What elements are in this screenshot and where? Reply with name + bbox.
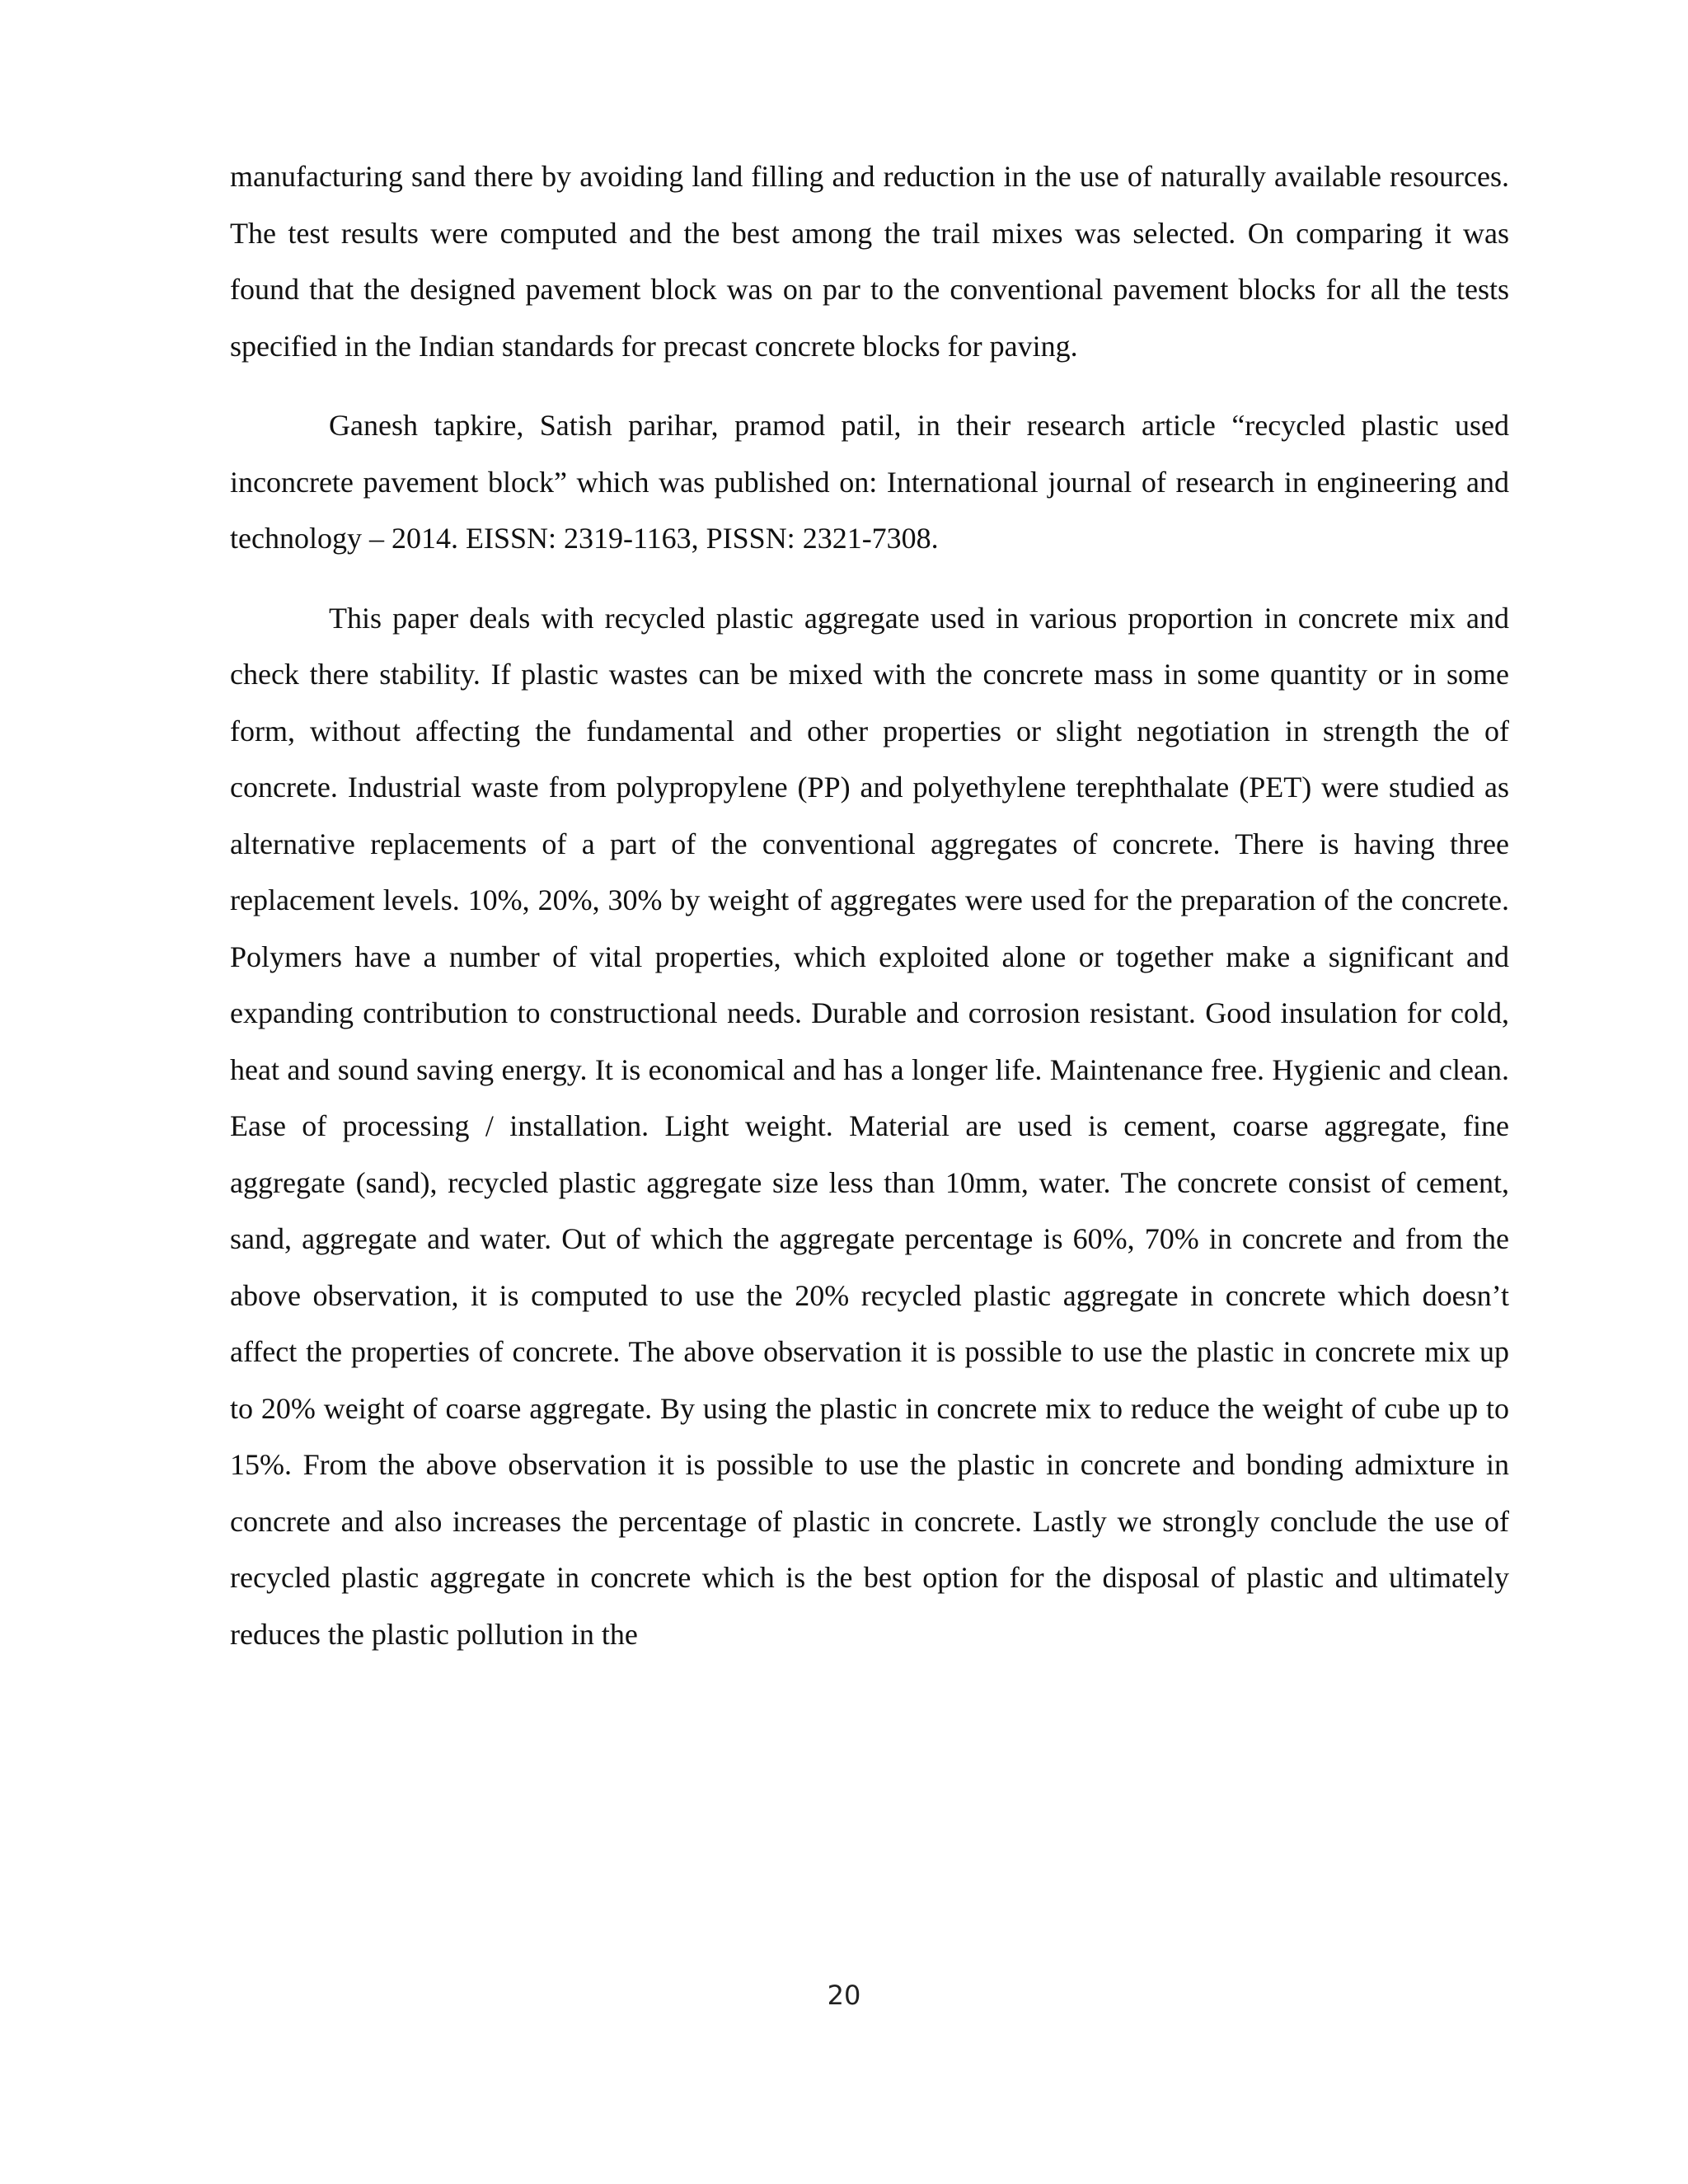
- paragraph-reference: Ganesh tapkire, Satish parihar, pramod patil, in their research article “recycled plastic used inconcrete pavement block” which was published on: International journal of research in engineering and technology – 2014. EISSN: 2319-1163, PISSN: 2321-7308.: [230, 409, 1509, 555]
- paragraph-summary: This paper deals with recycled plastic aggregate used in various proportion in concrete mix and check there stability. If plastic wastes can be mixed with the concrete mass in some quantity or in some form, without affecting the fundamental and other properties or slight negotiation in strength the of concrete. Industrial waste from polypropylene (PP) and polyethylene terephthalate (PET) were studied as alternative replacements of a part of the conventional aggregates of concrete. There is having three replacement levels. 10%, 20%, 30% by weight of aggregates were used for the preparation of the concrete. Polymers have a number of vital properties, which exploited alone or together make a significant and expanding contribution to constructional needs. Durable and corrosion resistant. Good insulation for cold, heat and sound saving energy. It is economical and has a longer life. Maintenance free. Hygienic and clean. Ease of processing / installation. Light weight. Material are used is cement, coarse aggregate, fine aggregate (sand), recycled plastic aggregate size less than 10mm, water. The concrete consist of cement, sand, aggregate and water. Out of which the aggregate percentage is 60%, 70% in concrete and from the above observation, it is computed to use the 20% recycled plastic aggregate in concrete which doesn’t affect the properties of concrete. The above observation it is possible to use the plastic in concrete mix up to 20% weight of coarse aggregate. By using the plastic in concrete mix to reduce the weight of cube up to 15%. From the above observation it is possible to use the plastic in concrete and bonding admixture in concrete and also increases the percentage of plastic in concrete. Lastly we strongly conclude the use of recycled plastic aggregate in concrete which is the best option for the disposal of plastic and ultimately reduces the plastic pollution in the: [230, 601, 1509, 1651]
- page-number: 20: [827, 1980, 861, 2011]
- page-body: [230, 148, 1509, 1662]
- paragraph-continuation: manufacturing sand there by avoiding land filling and reduction in the use of naturally available resources. The test results were computed and the best among the trail mixes was selected. On comparing it was found that the designed pavement block was on par to the conventional pavement blocks for all the tests specified in the Indian standards for precast concrete blocks for paving.: [230, 160, 1509, 363]
